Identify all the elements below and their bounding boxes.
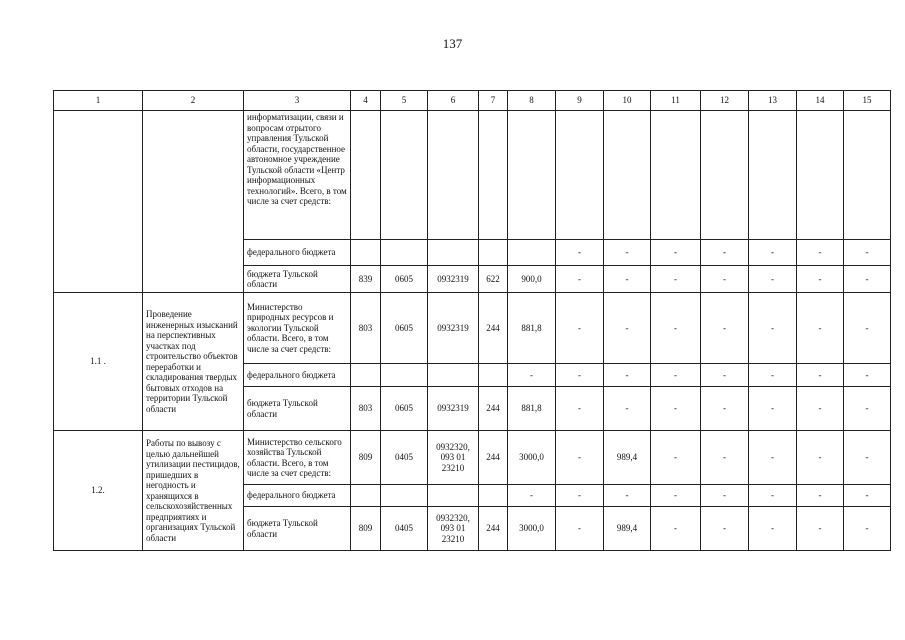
value-cell: -	[556, 387, 604, 431]
value-cell: -	[701, 266, 749, 293]
funding-source-label: федерального бюджета	[244, 485, 351, 507]
value-cell: -	[749, 293, 797, 364]
value-cell: -	[701, 387, 749, 431]
value-cell: -	[651, 431, 701, 485]
value-cell: 989,4	[604, 507, 651, 551]
funding-source-label: бюджета Тульской области	[244, 387, 351, 431]
table-header-row	[54, 91, 891, 111]
value-cell: -	[844, 387, 891, 431]
value-cell: 881,8	[508, 293, 556, 364]
value-cell: -	[749, 485, 797, 507]
value-cell: -	[651, 364, 701, 387]
value-cell: 244	[479, 507, 508, 551]
value-cell: 0405	[381, 431, 428, 485]
value-cell: -	[556, 485, 604, 507]
value-cell: -	[604, 293, 651, 364]
value-cell: -	[844, 431, 891, 485]
executor-cell: Министерство сельского хозяйства Тульской области. Всего, в том числе за счет средств:	[244, 431, 351, 485]
value-cell: -	[844, 240, 891, 266]
value-cell: -	[701, 485, 749, 507]
column-number-header: 9	[556, 91, 604, 111]
value-cell: -	[651, 485, 701, 507]
value-cell: -	[604, 485, 651, 507]
item-number: 1.2.	[54, 431, 143, 551]
value-cell: -	[797, 364, 844, 387]
funding-source-label: федерального бюджета	[244, 364, 351, 387]
value-cell: 0605	[381, 293, 428, 364]
value-cell: -	[797, 293, 844, 364]
value-cell: -	[651, 240, 701, 266]
funding-source-label: бюджета Тульской области	[244, 507, 351, 551]
empty-cell	[143, 111, 244, 293]
value-cell: 0405	[381, 507, 428, 551]
value-cell: -	[797, 507, 844, 551]
value-cell: 0932320, 093 01 23210	[428, 431, 479, 485]
value-cell: -	[797, 485, 844, 507]
value-cell: 803	[351, 293, 381, 364]
value-cell: -	[749, 364, 797, 387]
value-cell: -	[797, 431, 844, 485]
value-cell: -	[797, 266, 844, 293]
column-number-header: 3	[244, 91, 351, 111]
executor-cell: Министерство природных ресурсов и экологии Тульской области. Всего, в том числе за счет средств:	[244, 293, 351, 364]
column-number-header: 10	[604, 91, 651, 111]
value-cell: -	[556, 266, 604, 293]
value-cell: -	[651, 266, 701, 293]
value-cell: -	[749, 431, 797, 485]
value-cell: 809	[351, 507, 381, 551]
table-row	[54, 111, 891, 240]
value-cell: -	[508, 364, 556, 387]
value-cell: 0932319	[428, 387, 479, 431]
value-cell: -	[797, 240, 844, 266]
column-number-header: 13	[749, 91, 797, 111]
column-number-header: 6	[428, 91, 479, 111]
value-cell: 900,0	[508, 266, 556, 293]
value-cell: 244	[479, 293, 508, 364]
value-cell: 0932319	[428, 266, 479, 293]
column-number-header: 15	[844, 91, 891, 111]
value-cell: -	[749, 387, 797, 431]
value-cell: 0605	[381, 266, 428, 293]
value-cell: 0932319	[428, 293, 479, 364]
value-cell: -	[749, 507, 797, 551]
column-number-header: 7	[479, 91, 508, 111]
value-cell: -	[844, 293, 891, 364]
value-cell: -	[701, 507, 749, 551]
column-number-header: 8	[508, 91, 556, 111]
value-cell: -	[604, 364, 651, 387]
funding-source-label: бюджета Тульской области	[244, 266, 351, 293]
value-cell: -	[651, 293, 701, 364]
value-cell: -	[701, 364, 749, 387]
value-cell: 0932320, 093 01 23210	[428, 507, 479, 551]
funding-source-label: федерального бюджета	[244, 240, 351, 266]
value-cell: 803	[351, 387, 381, 431]
value-cell: -	[797, 387, 844, 431]
value-cell: 0605	[381, 387, 428, 431]
column-number-header: 11	[651, 91, 701, 111]
value-cell: 989,4	[604, 431, 651, 485]
value-cell: -	[556, 507, 604, 551]
value-cell: 881,8	[508, 387, 556, 431]
value-cell: 3000,0	[508, 507, 556, 551]
value-cell: -	[749, 266, 797, 293]
value-cell: 622	[479, 266, 508, 293]
column-number-header: 14	[797, 91, 844, 111]
value-cell: 244	[479, 387, 508, 431]
column-number-header: 4	[351, 91, 381, 111]
value-cell: -	[604, 266, 651, 293]
value-cell: -	[701, 240, 749, 266]
value-cell: -	[749, 240, 797, 266]
value-cell: -	[556, 293, 604, 364]
value-cell: -	[604, 240, 651, 266]
value-cell: 3000,0	[508, 431, 556, 485]
budget-table	[53, 90, 891, 551]
value-cell: -	[701, 431, 749, 485]
value-cell: 244	[479, 431, 508, 485]
empty-cell	[54, 111, 143, 293]
value-cell: -	[556, 240, 604, 266]
table-row	[54, 431, 891, 485]
column-number-header: 5	[381, 91, 428, 111]
value-cell: -	[844, 364, 891, 387]
executor-cell: информатизации, связи и вопросам отрытого управления Тульской области, государственное автономное учреждение Тульской области «Центр информационных технологий». Всего, в том числе за счет средств:	[244, 111, 351, 240]
value-cell: -	[651, 387, 701, 431]
column-number-header: 2	[143, 91, 244, 111]
column-number-header: 1	[54, 91, 143, 111]
item-number: 1.1 .	[54, 293, 143, 431]
measure-name: Проведение инженерных изысканий на перспективных участках под строительство объектов переработки и складирования твердых бытовых отходов на территории Тульской области	[143, 293, 244, 431]
value-cell: -	[604, 387, 651, 431]
value-cell: 839	[351, 266, 381, 293]
value-cell: -	[556, 431, 604, 485]
column-number-header: 12	[701, 91, 749, 111]
value-cell: -	[508, 485, 556, 507]
table-row	[54, 293, 891, 364]
value-cell: -	[556, 364, 604, 387]
page-number: 137	[442, 36, 463, 51]
measure-name: Работы по вывозу с целью дальнейшей утилизации пестицидов, пришедших в негодность и хранящихся в сельскохозяйственных предприятиях и организациях Тульской области	[143, 431, 244, 551]
value-cell: -	[844, 485, 891, 507]
value-cell: 809	[351, 431, 381, 485]
value-cell: -	[651, 507, 701, 551]
value-cell: -	[844, 507, 891, 551]
value-cell: -	[701, 293, 749, 364]
value-cell: -	[844, 266, 891, 293]
